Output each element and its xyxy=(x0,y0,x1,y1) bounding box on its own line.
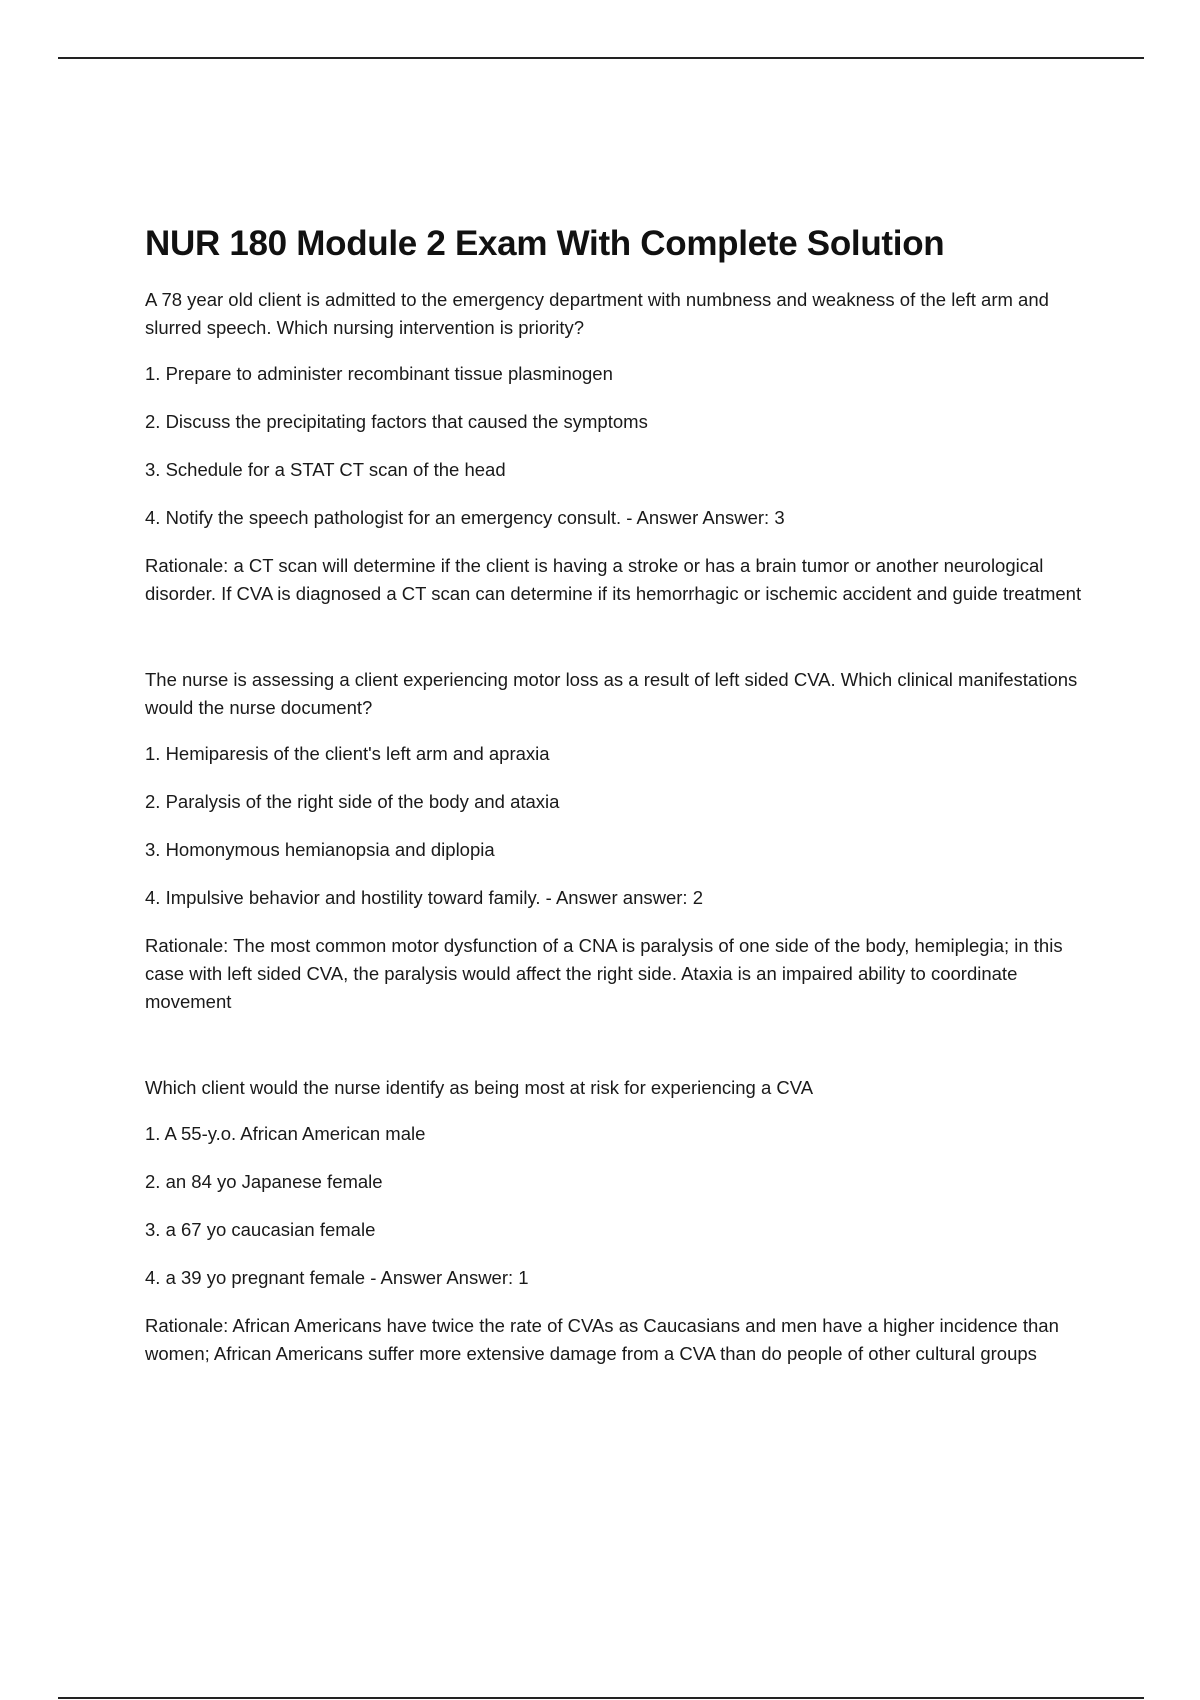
rationale-text: Rationale: The most common motor dysfunction of a CNA is paralysis of one side of the body, hemiplegia; in this case with left sided CVA, the paralysis would affect the right side. Ataxia is an impaired ability to coordinate movement xyxy=(145,935,1063,1012)
answer-option: 3. Homonymous hemianopsia and diplopia xyxy=(145,839,495,860)
answer-option: 3. Schedule for a STAT CT scan of the head xyxy=(145,459,506,480)
answer-option: 3. a 67 yo caucasian female xyxy=(145,1219,376,1240)
answer-option: 4. Impulsive behavior and hostility toward family. - Answer answer: 2 xyxy=(145,887,703,908)
answer-option: 1. Hemiparesis of the client's left arm and apraxia xyxy=(145,743,550,764)
rationale-text: Rationale: a CT scan will determine if the client is having a stroke or has a brain tumor or another neurological disorder. If CVA is diagnosed a CT scan can determine if its hemorrhagic or ischemic accident and guide treatment xyxy=(145,555,1082,604)
document-body xyxy=(145,222,1085,1368)
answer-option: 2. Paralysis of the right side of the body and ataxia xyxy=(145,791,560,812)
header-rule xyxy=(58,57,1144,59)
answer-option: 2. an 84 yo Japanese female xyxy=(145,1171,383,1192)
answer-option: 4. Notify the speech pathologist for an emergency consult. - Answer Answer: 3 xyxy=(145,507,785,528)
question-stem: Which client would the nurse identify as being most at risk for experiencing a CVA xyxy=(145,1077,814,1098)
question-block-3 xyxy=(145,1074,1085,1368)
answer-option: 1. A 55-y.o. African American male xyxy=(145,1123,426,1144)
question-stem: A 78 year old client is admitted to the emergency department with numbness and weakness of the left arm and slurred speech. Which nursing intervention is priority? xyxy=(145,289,1049,338)
question-block-2 xyxy=(145,666,1085,1016)
question-block-1 xyxy=(145,286,1085,608)
rationale-text: Rationale: African Americans have twice the rate of CVAs as Caucasians and men have a higher incidence than women; African Americans suffer more extensive damage from a CVA than do people of other cultural groups xyxy=(145,1315,1059,1364)
question-stem: The nurse is assessing a client experiencing motor loss as a result of left sided CVA. Which clinical manifestations would the nurse document? xyxy=(145,669,1078,718)
answer-option: 1. Prepare to administer recombinant tissue plasminogen xyxy=(145,363,613,384)
answer-option: 4. a 39 yo pregnant female - Answer Answer: 1 xyxy=(145,1267,529,1288)
answer-option: 2. Discuss the precipitating factors that caused the symptoms xyxy=(145,411,648,432)
document-title: NUR 180 Module 2 Exam With Complete Solution xyxy=(145,224,945,263)
footer-rule xyxy=(58,1697,1144,1699)
